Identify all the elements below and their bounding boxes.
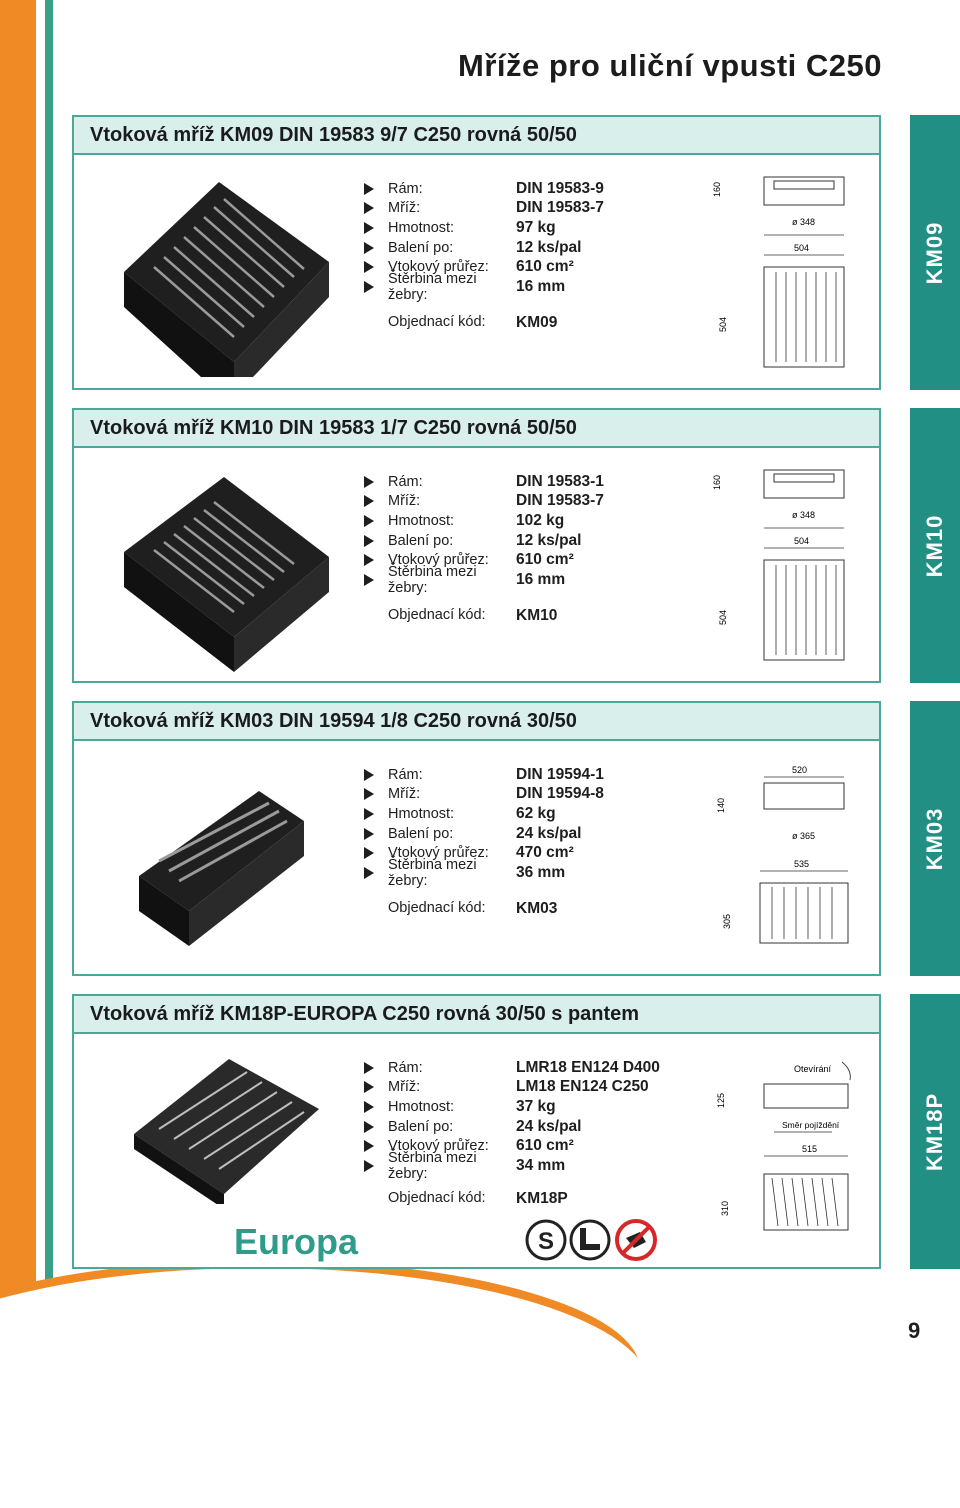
spec-list (364, 765, 604, 889)
safety-symbols (524, 1218, 664, 1262)
svg-text:ø 348: ø 348 (792, 217, 816, 227)
technical-drawing-km03 (704, 761, 854, 976)
svg-text:305: 305 (722, 913, 732, 929)
svg-text:Otevírání: Otevírání (794, 1064, 832, 1074)
bullet-icon (364, 769, 374, 781)
page-number: 9 (908, 1318, 921, 1343)
bullet-icon (364, 1101, 374, 1113)
section-km10 (72, 408, 881, 683)
bullet-icon (364, 515, 374, 527)
technical-drawing-km10 (704, 460, 854, 675)
section-title: Vtoková mříž KM09 DIN 19583 9/7 C250 rovná 50/50 (74, 117, 879, 155)
svg-text:504: 504 (718, 316, 728, 332)
svg-text:160: 160 (712, 474, 722, 490)
hinge-icon (571, 1221, 609, 1259)
svg-text:140: 140 (716, 797, 726, 813)
svg-text:504: 504 (718, 609, 728, 625)
bullet-icon (364, 281, 374, 293)
svg-text:535: 535 (794, 859, 810, 869)
section-title: Vtoková mříž KM18P-EUROPA C250 rovná 30/50 s pantem (74, 996, 879, 1034)
svg-text:Směr pojíždění: Směr pojíždění (782, 1120, 840, 1130)
spec-row: Balení po: 12 ks/pal (364, 531, 604, 551)
spec-row: Hmotnost: 97 kg (364, 218, 604, 238)
bullet-icon (364, 535, 374, 547)
spec-row: Vtokový průřez: 610 cm² (364, 1136, 660, 1156)
spec-row: Vtokový průřez: 610 cm² (364, 257, 604, 277)
svg-text:310: 310 (720, 1200, 730, 1216)
order-code: Objednací kód: KM09 (388, 314, 558, 331)
technical-drawing-km09 (704, 167, 854, 382)
spec-row: Vtokový průřez: 610 cm² (364, 550, 604, 570)
spec-row: Rám: DIN 19583-9 (364, 179, 604, 199)
bullet-icon (364, 788, 374, 800)
section-km09 (72, 115, 881, 390)
svg-text:160: 160 (712, 181, 722, 197)
svg-text:504: 504 (794, 243, 810, 253)
tab-km09: KM09 (910, 115, 960, 390)
spec-row: Balení po: 24 ks/pal (364, 1117, 660, 1137)
bullet-icon (364, 574, 374, 586)
bullet-icon (364, 242, 374, 254)
spec-row: Vtokový průřez: 470 cm² (364, 843, 604, 863)
bullet-icon (364, 1062, 374, 1074)
spec-row: Hmotnost: 37 kg (364, 1097, 660, 1117)
bullet-icon (364, 495, 374, 507)
svg-text:ø 348: ø 348 (792, 510, 816, 520)
product-image-km18p (129, 1054, 359, 1204)
spec-list (364, 472, 604, 596)
bullet-icon (364, 554, 374, 566)
bullet-icon (364, 1160, 374, 1172)
bullet-icon (364, 202, 374, 214)
order-code: Objednací kód: KM18P (388, 1190, 568, 1207)
tab-km10: KM10 (910, 408, 960, 683)
bullet-icon (364, 476, 374, 488)
spec-list (364, 179, 604, 303)
spec-list (364, 1058, 660, 1182)
europa-logo (234, 1220, 374, 1262)
bullet-icon (364, 867, 374, 879)
spec-row: Mříž: LM18 EN124 C250 (364, 1078, 660, 1098)
spec-row: Balení po: 12 ks/pal (364, 238, 604, 258)
bullet-icon (364, 222, 374, 234)
section-title: Vtoková mříž KM03 DIN 19594 1/8 C250 rovná 30/50 (74, 703, 879, 741)
svg-text:504: 504 (794, 536, 810, 546)
spec-row: Mříž: DIN 19594-8 (364, 785, 604, 805)
spec-row: Balení po: 24 ks/pal (364, 824, 604, 844)
spec-row: Rám: DIN 19594-1 (364, 765, 604, 785)
section-title: Vtoková mříž KM10 DIN 19583 1/7 C250 rovná 50/50 (74, 410, 879, 448)
tab-km18p: KM18P (910, 994, 960, 1269)
section-km03 (72, 701, 881, 976)
svg-text:ø 365: ø 365 (792, 831, 816, 841)
technical-drawing-km18p (704, 1056, 874, 1271)
product-image-km10 (114, 472, 344, 672)
svg-text:520: 520 (792, 765, 808, 775)
section-km18p (72, 994, 881, 1269)
spec-row: Štěrbina mezi žebry: 34 mm (364, 1156, 660, 1176)
product-image-km03 (129, 781, 359, 951)
spec-row: Mříž: DIN 19583-7 (364, 492, 604, 512)
svg-text:125: 125 (716, 1092, 726, 1108)
spec-row: Štěrbina mezi žebry: 16 mm (364, 570, 604, 590)
spec-row: Rám: LMR18 EN124 D400 (364, 1058, 660, 1078)
bullet-icon (364, 808, 374, 820)
decor-orange-stripe (0, 0, 36, 1300)
spec-row: Štěrbina mezi žebry: 36 mm (364, 863, 604, 883)
bullet-icon (364, 1121, 374, 1133)
spec-row: Hmotnost: 62 kg (364, 804, 604, 824)
bullet-icon (364, 261, 374, 273)
svg-text:S: S (538, 1228, 555, 1255)
svg-text:515: 515 (802, 1144, 818, 1154)
order-code: Objednací kód: KM10 (388, 607, 558, 624)
tab-km03: KM03 (910, 701, 960, 976)
bullet-icon (364, 1140, 374, 1152)
s-symbol-icon (527, 1221, 565, 1259)
svg-text:Europa: Europa (234, 1221, 359, 1262)
spec-row: Mříž: DIN 19583-7 (364, 199, 604, 219)
bullet-icon (364, 1081, 374, 1093)
page-title: Mříže pro uliční vpusti C250 (458, 48, 882, 83)
product-image-km09 (114, 177, 344, 377)
order-code: Objednací kód: KM03 (388, 900, 558, 917)
no-hands-icon (617, 1221, 655, 1259)
bullet-icon (364, 828, 374, 840)
decor-green-stripe (45, 0, 53, 1300)
spec-row: Hmotnost: 102 kg (364, 511, 604, 531)
bullet-icon (364, 183, 374, 195)
spec-row: Štěrbina mezi žebry: 16 mm (364, 277, 604, 297)
spec-row: Rám: DIN 19583-1 (364, 472, 604, 492)
bullet-icon (364, 847, 374, 859)
